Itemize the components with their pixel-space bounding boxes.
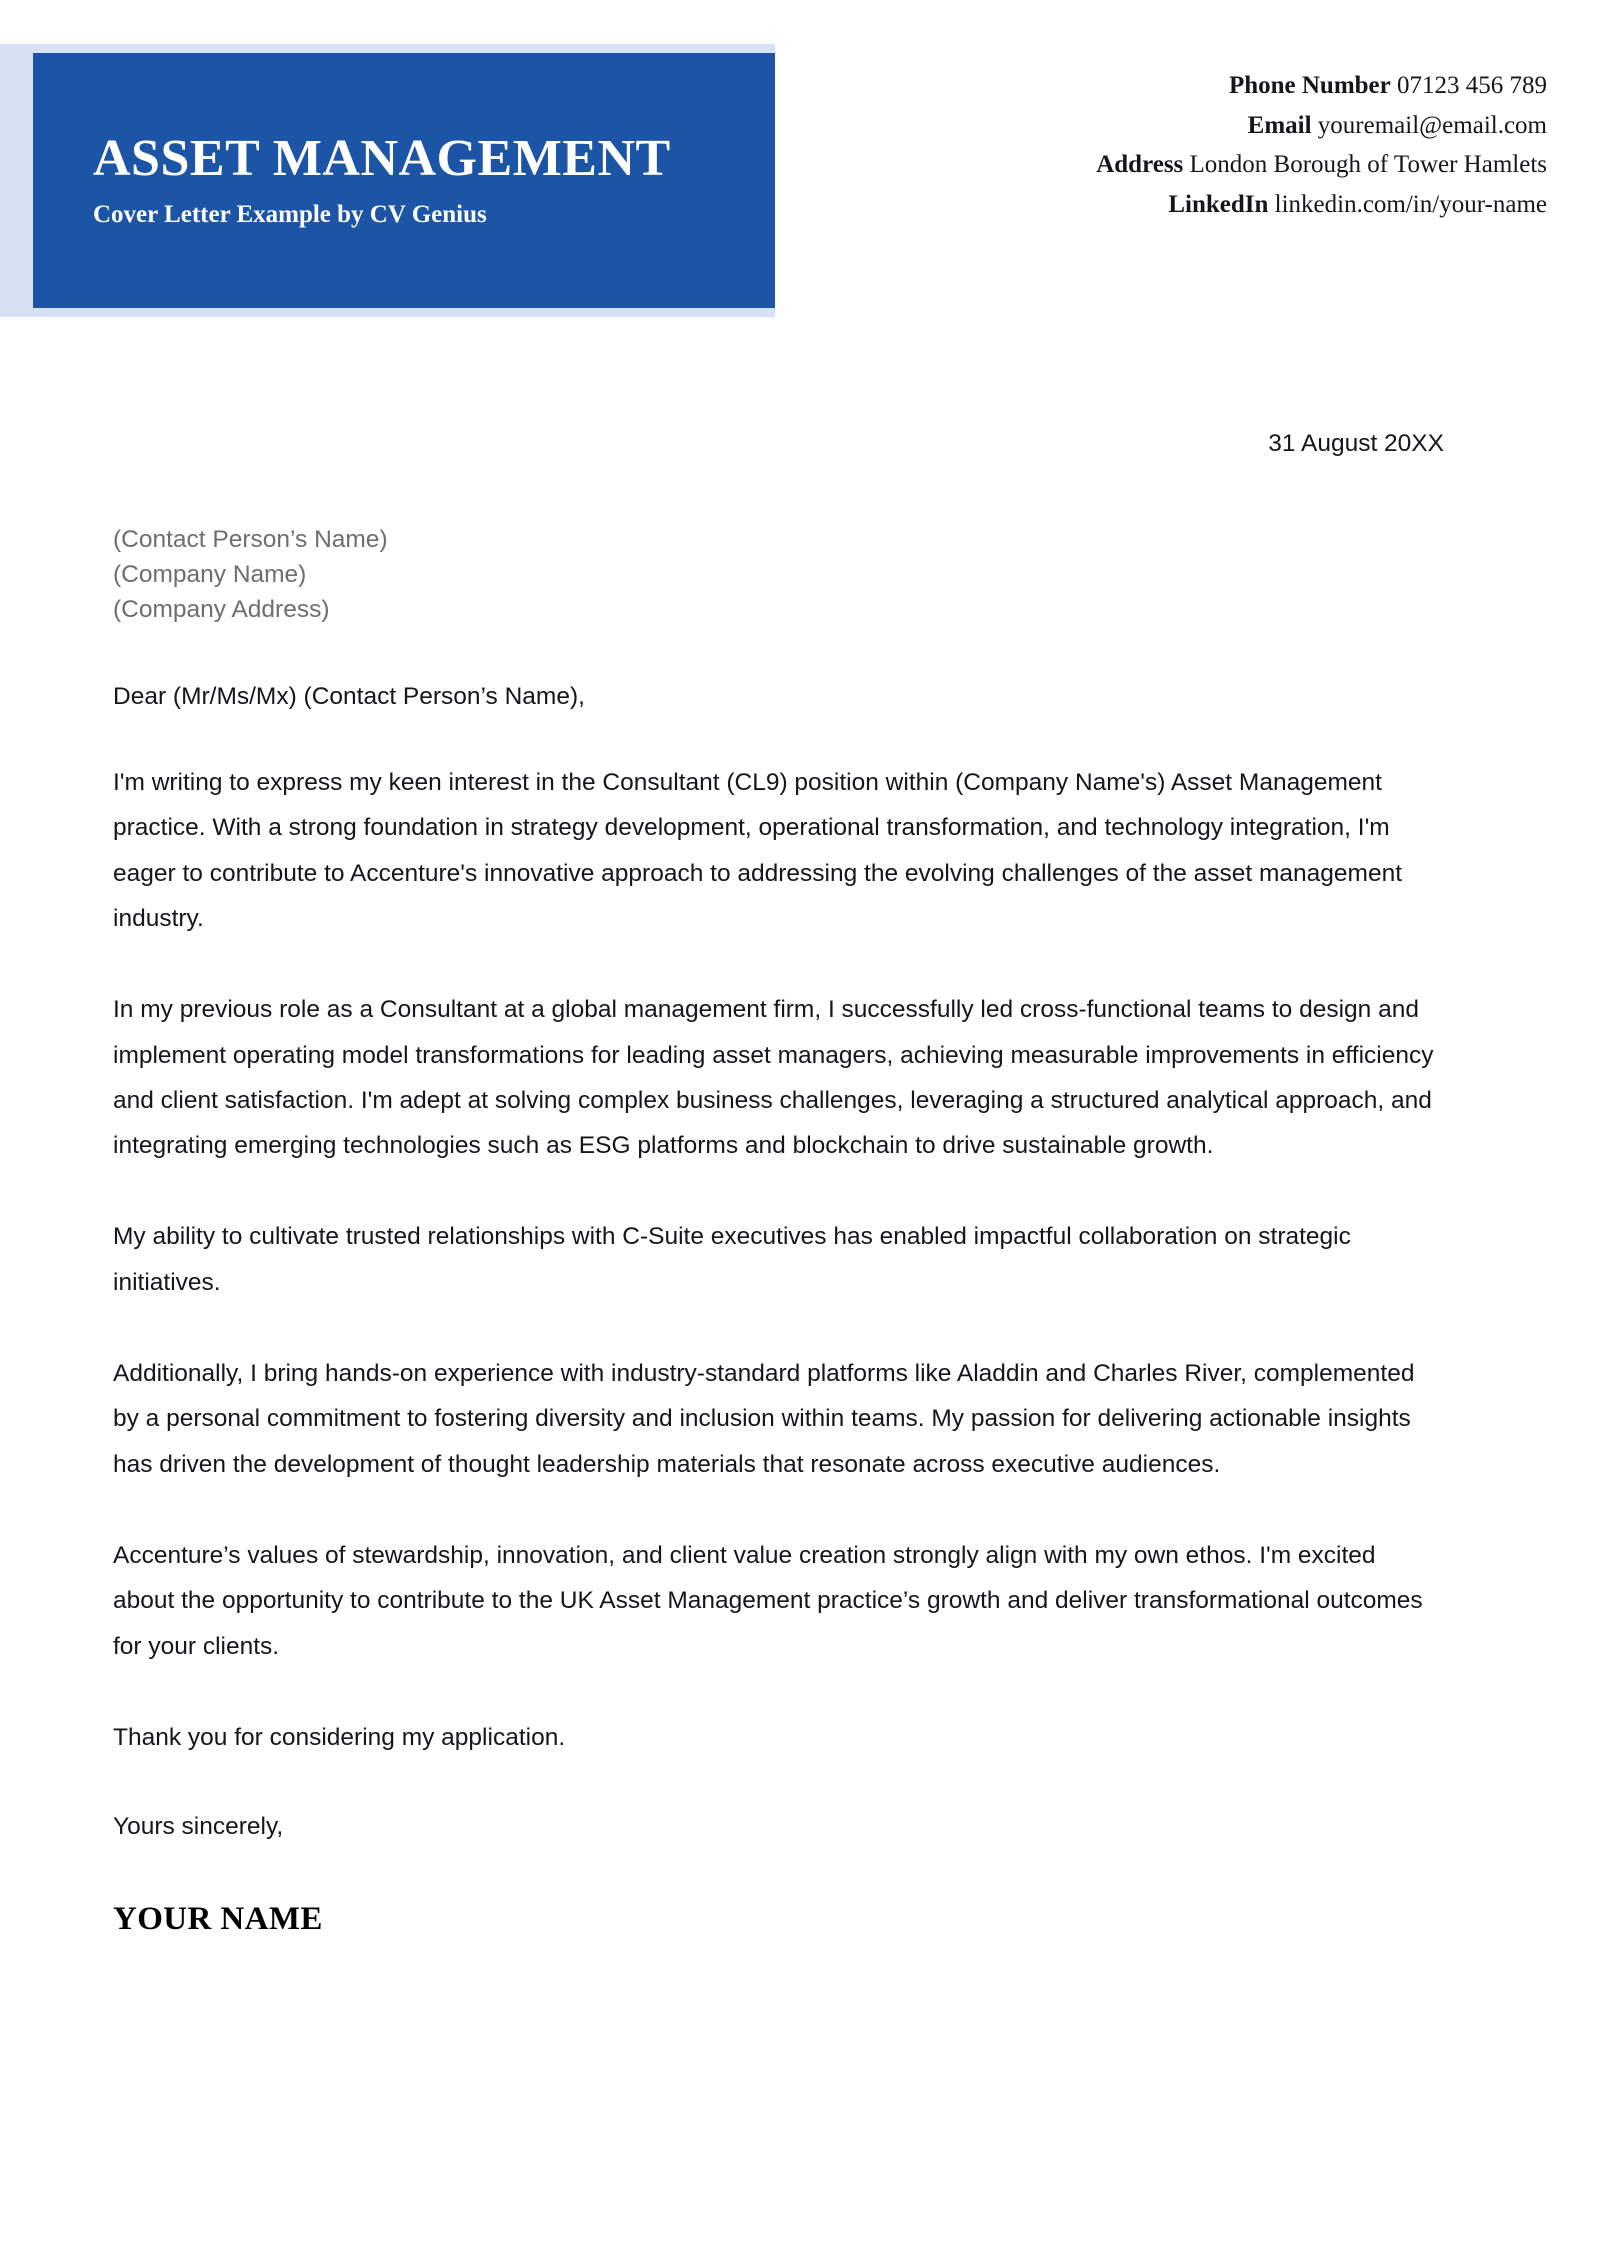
contact-line-linkedin: [1168, 185, 1547, 225]
contact-label-address: Address: [1096, 151, 1184, 178]
contact-label-phone: Phone Number: [1228, 72, 1391, 99]
contact-label-linkedin: LinkedIn: [1168, 190, 1269, 218]
page-subtitle: Cover Letter Example by CV Genius: [93, 201, 487, 229]
header-title-block: [33, 53, 775, 308]
letter-body: [0, 427, 1600, 1938]
letter-date: 31 August 20XX: [1268, 430, 1444, 457]
contact-line-phone: [1229, 66, 1547, 106]
page-title: ASSET MANAGEMENT: [93, 130, 671, 188]
contact-value-linkedin[interactable]: linkedin.com/in/your-name: [1274, 190, 1547, 218]
recipient-contact-name: (Contact Person’s Name): [113, 526, 388, 554]
contact-details: [775, 44, 1600, 317]
recipient-company-name: (Company Name): [113, 561, 307, 589]
body-paragraph-5: Accenture’s values of stewardship, innovation, and client value creation strongly align with my own ethos. I'm excited about the opportunity to contribute to the UK Asset Management practice’s growth and deliver transformational outcomes for your clients.: [113, 1542, 1423, 1660]
body-paragraph-1: I'm writing to express my keen interest in the Consultant (CL9) position within (Company Name's) Asset Management practice. With a strong foundation in strategy development, operational transformation, and technology integration, I'm eager to contribute to Accenture's innovative approach to addressing the evolving challenges of the asset management industry.: [113, 768, 1403, 932]
signature-name: YOUR NAME: [113, 1900, 323, 1937]
body-paragraph-3: My ability to cultivate trusted relationships with C-Suite executives has enabled impactful collaboration on strategic initiatives.: [113, 1223, 1351, 1296]
recipient-block: [113, 523, 1482, 627]
contact-value-address: London Borough of Tower Hamlets: [1189, 151, 1547, 178]
header-banner: [0, 44, 775, 317]
contact-value-email[interactable]: youremail@email.com: [1317, 111, 1547, 139]
body-paragraph-6: Thank you for considering my application.: [113, 1723, 566, 1751]
body-paragraph-4: Additionally, I bring hands-on experience with industry-standard platforms like Aladdin and Charles River, complemented by a personal commitment to fostering diversity and inclusion within teams. My passion for delivering actionable insights has driven the development of thought leadership materials that resonate across executive audiences.: [113, 1360, 1415, 1478]
salutation: Dear (Mr/Ms/Mx) (Contact Person’s Name),: [113, 682, 585, 710]
letter-header: [0, 0, 1600, 317]
body-paragraph-2: In my previous role as a Consultant at a global management firm, I successfully led cross-functional teams to design and implement operating model transformations for leading asset managers, achieving measurable improvements in efficiency and client satisfaction. I'm adept at solving complex business challenges, leveraging a structured analytical approach, and integrating emerging technologies such as ESG platforms and blockchain to drive sustainable growth.: [113, 996, 1434, 1160]
closing-salutation: Yours sincerely,: [113, 1813, 284, 1841]
contact-value-phone: 07123 456 789: [1397, 72, 1547, 99]
recipient-company-address: (Company Address): [113, 595, 330, 623]
contact-line-email: [1248, 106, 1547, 146]
contact-label-email: Email: [1247, 111, 1312, 139]
contact-line-address: [1096, 145, 1547, 185]
